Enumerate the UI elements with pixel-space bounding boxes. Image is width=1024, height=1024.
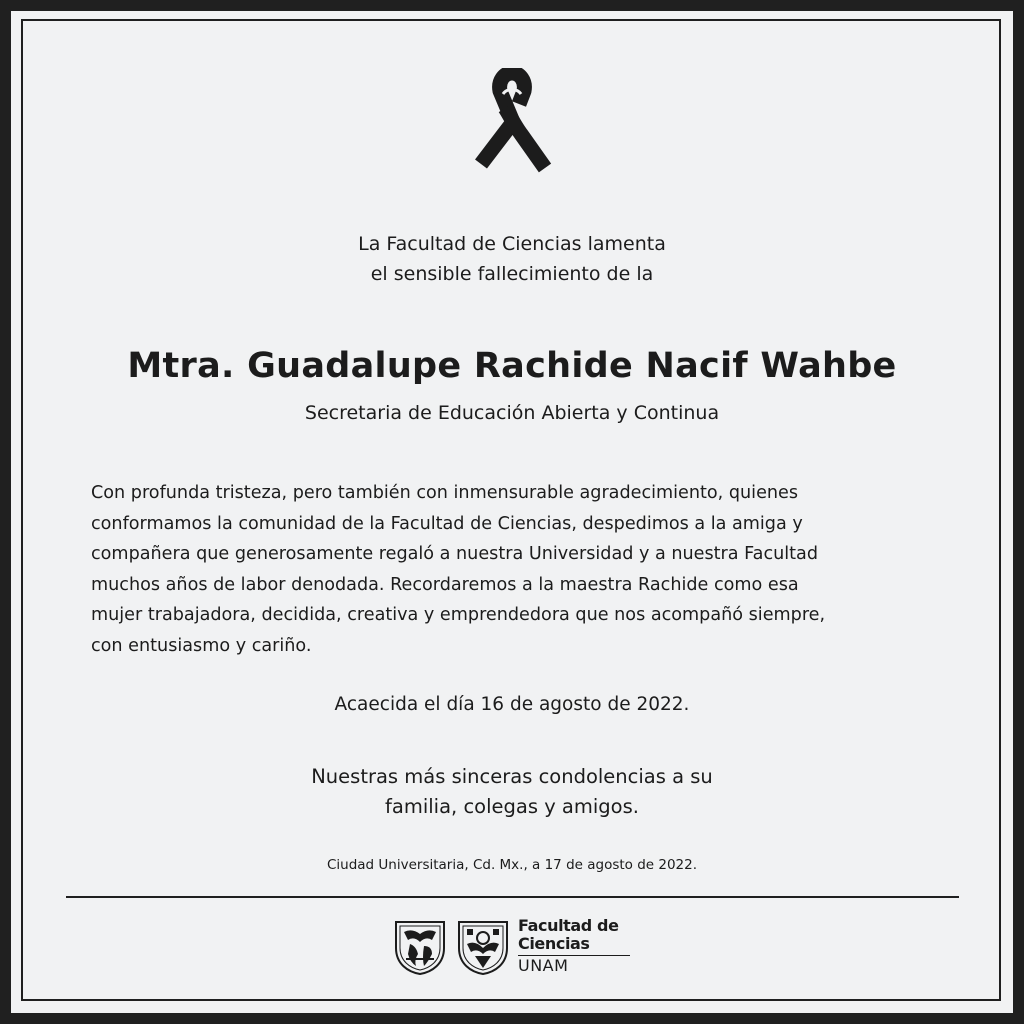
intro-line-1: La Facultad de Ciencias lamenta xyxy=(358,233,666,255)
condolences-line-1: Nuestras más sinceras condolencias a su xyxy=(311,765,713,788)
mourning-ribbon-icon xyxy=(467,68,557,178)
tribute-paragraph xyxy=(91,478,934,662)
logo-line-3: UNAM xyxy=(518,956,569,975)
notice-card xyxy=(11,11,1013,1013)
tribute-line: conformamos la comunidad de la Facultad de Ciencias, despedimos a la amiga y xyxy=(91,513,803,534)
deceased-name: Mtra. Guadalupe Rachide Nacif Wahbe xyxy=(127,346,897,386)
deceased-role: Secretaria de Educación Abierta y Continua xyxy=(304,402,720,424)
intro-text xyxy=(11,229,1013,289)
tribute-line: mujer trabajadora, decidida, creativa y emprendedora que nos acompañó siempre, xyxy=(91,605,826,626)
footer-divider xyxy=(66,896,959,898)
tribute-line: compañera que generosamente regaló a nuestra Universidad y a nuestra Facultad xyxy=(91,544,819,565)
tribute-line: Con profunda tristeza, pero también con inmensurable agradecimiento, quienes xyxy=(91,483,799,503)
tribute-line: muchos años de labor denodada. Recordaremos a la maestra Rachide como esa xyxy=(91,574,799,595)
unam-seal-icon xyxy=(392,918,448,976)
intro-line-2: el sensible fallecimiento de la xyxy=(370,263,654,285)
condolences-text xyxy=(11,762,1013,822)
logo-line-1: Facultad de xyxy=(518,916,619,935)
condolences-line-2: familia, colegas y amigos. xyxy=(385,795,639,818)
faculty-logo xyxy=(518,917,634,975)
death-date: Acaecida el día 16 de agosto de 2022. xyxy=(334,694,690,715)
faculty-seal-icon xyxy=(455,918,511,976)
tribute-line: con entusiasmo y cariño. xyxy=(91,635,312,656)
place-and-date: Ciudad Universitaria, Cd. Mx., a 17 de agosto de 2022. xyxy=(326,857,698,873)
logo-line-2: Ciencias xyxy=(518,934,590,953)
